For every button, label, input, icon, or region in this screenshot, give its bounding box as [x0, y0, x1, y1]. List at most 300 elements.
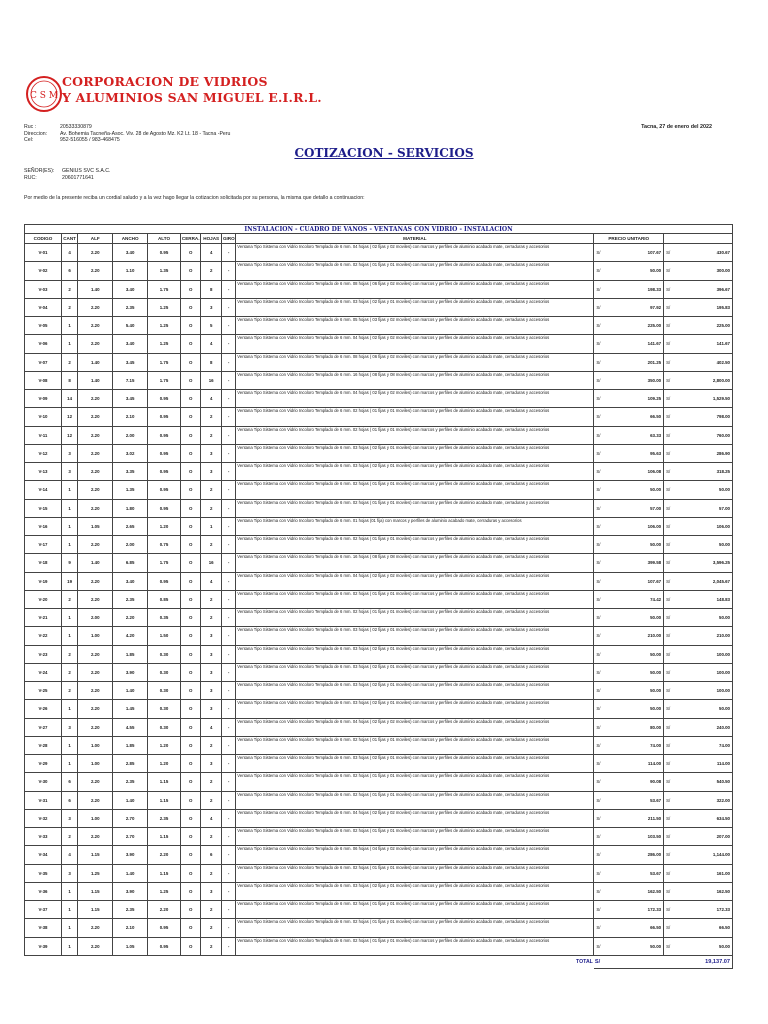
cell-giro: -: [221, 499, 235, 517]
cell-material: Ventana Tipo Sistema con Vidrio Incoloro Templado de 6 mm. 02 hojas ( 01 fijas y 01 moviles) con marcos y perfiles de aluminio acabado mate, cerraduras y accesorios: [236, 828, 594, 846]
table-row: [25, 298, 733, 316]
cell-total: 2,045.67: [675, 572, 733, 590]
cell-cerra: O: [180, 408, 201, 426]
cell-alto: 0.95: [148, 919, 181, 937]
cell-ancho: 2.00: [113, 426, 148, 444]
cell-cerra: O: [180, 371, 201, 389]
cell-hojas: 2: [201, 481, 222, 499]
cell-alf: 1.00: [78, 627, 113, 645]
cell-cerra: O: [180, 426, 201, 444]
cell-unit-price: 50.00: [605, 481, 663, 499]
cell-unit-price: 66.50: [605, 408, 663, 426]
cell-codigo: V-30: [25, 773, 62, 791]
cell-alf: 2.20: [78, 663, 113, 681]
cell-cant: 1: [61, 736, 77, 754]
cell-material: Ventana Tipo Sistema con Vidrio Incoloro Templado de 6 mm. 02 hojas ( 01 fijas y 01 moviles) con marcos y perfiles de aluminio acabado mate, cerraduras y accesorios: [236, 609, 594, 627]
cell-giro: -: [221, 262, 235, 280]
cell-alf: 2.20: [78, 499, 113, 517]
cell-hojas: 4: [201, 572, 222, 590]
cell-material: Ventana Tipo Sistema con Vidrio Incoloro Templado de 6 mm. 02 hojas ( 01 fijas y 01 moviles) con marcos y perfiles de aluminio acabado mate, cerraduras y accesorios: [236, 499, 594, 517]
cell-codigo: V-18: [25, 554, 62, 572]
cell-material: Ventana Tipo Sistema con Vidrio Incoloro Templado de 6 mm. 04 hojas ( 02 fijas y 02 moviles) con marcos y perfiles de aluminio acabado mate, cerraduras y accesorios: [236, 335, 594, 353]
cell-total: 634.50: [675, 809, 733, 827]
cell-hojas: 4: [201, 809, 222, 827]
cell-ancho: 7.15: [113, 371, 148, 389]
cell-codigo: V-22: [25, 627, 62, 645]
cell-giro: -: [221, 298, 235, 316]
cell-cant: 3: [61, 463, 77, 481]
cell-alto: 1.15: [148, 828, 181, 846]
cell-cerra: O: [180, 755, 201, 773]
cell-total-currency: S/: [664, 554, 675, 572]
cell-ancho: 2.35: [113, 298, 148, 316]
cell-giro: -: [221, 846, 235, 864]
cell-total-currency: S/: [664, 627, 675, 645]
cell-cerra: O: [180, 937, 201, 955]
cell-cant: 1: [61, 882, 77, 900]
cell-alf: 1.25: [78, 864, 113, 882]
cell-total: 402.50: [675, 353, 733, 371]
cell-hojas: 3: [201, 627, 222, 645]
cell-total-currency: S/: [664, 736, 675, 754]
total-currency: S/: [594, 955, 664, 968]
cell-alto: 0.95: [148, 463, 181, 481]
cell-ancho: 2.35: [113, 773, 148, 791]
cell-giro: -: [221, 609, 235, 627]
cell-total: 1,144.00: [675, 846, 733, 864]
cell-ancho: 2.10: [113, 919, 148, 937]
cell-ancho: 1.05: [113, 937, 148, 955]
cell-alto: 2.35: [148, 809, 181, 827]
cell-material: Ventana Tipo Sistema con Vidrio Incoloro Templado de 6 mm. 03 hojas ( 02 fijas y 01 moviles) con marcos y perfiles de aluminio acabado mate, cerraduras y accesorios: [236, 755, 594, 773]
table-row: [25, 572, 733, 590]
cell-unit-currency: S/: [594, 244, 605, 262]
client-name: SEÑOR(ES): GENIUS SVC S.A.C.: [24, 168, 111, 174]
cell-giro: -: [221, 736, 235, 754]
company-logo: [24, 74, 64, 114]
cell-alf: 1.40: [78, 280, 113, 298]
col-ancho: ANCHO: [113, 234, 148, 244]
cell-unit-price: 50.00: [605, 536, 663, 554]
intro-text: Por medio de la presente reciba un cordial saludo y a la vez hago llegar la cotizacion solicitada por su persona, la misma que detallo a continuacion:: [24, 195, 365, 201]
cell-cerra: O: [180, 317, 201, 335]
cell-alf: 2.20: [78, 828, 113, 846]
cell-giro: -: [221, 572, 235, 590]
cell-cant: 2: [61, 353, 77, 371]
cell-unit-price: 50.00: [605, 262, 663, 280]
cell-material: Ventana Tipo Sistema con Vidrio Incoloro Templado de 6 mm. 03 hojas ( 02 fijas y 01 moviles) con marcos y perfiles de aluminio acabado mate, cerraduras y accesorios: [236, 298, 594, 316]
cell-ancho: 4.20: [113, 627, 148, 645]
cell-cant: 6: [61, 262, 77, 280]
cell-cerra: O: [180, 773, 201, 791]
cell-ancho: 3.40: [113, 244, 148, 262]
cell-total-currency: S/: [664, 773, 675, 791]
cell-material: Ventana Tipo Sistema con Vidrio Incoloro Templado de 6 mm. 03 hojas ( 02 fijas y 01 moviles) con marcos y perfiles de aluminio acabado mate, cerraduras y accesorios: [236, 463, 594, 481]
table-row: [25, 426, 733, 444]
cell-total-currency: S/: [664, 262, 675, 280]
cell-codigo: V-35: [25, 864, 62, 882]
cell-total: 66.50: [675, 919, 733, 937]
table-row: [25, 736, 733, 754]
cell-alto: 2.20: [148, 846, 181, 864]
cell-unit-currency: S/: [594, 280, 605, 298]
table-row: [25, 609, 733, 627]
cell-hojas: 5: [201, 317, 222, 335]
cell-unit-currency: S/: [594, 627, 605, 645]
cell-hojas: 2: [201, 919, 222, 937]
cell-cerra: O: [180, 609, 201, 627]
cell-unit-currency: S/: [594, 864, 605, 882]
cell-hojas: 2: [201, 426, 222, 444]
cell-unit-price: 50.00: [605, 682, 663, 700]
cell-giro: -: [221, 755, 235, 773]
cell-total-currency: S/: [664, 280, 675, 298]
cell-ancho: 1.40: [113, 864, 148, 882]
cell-cant: 2: [61, 645, 77, 663]
cell-material: Ventana Tipo Sistema con Vidrio Incoloro Templado de 6 mm. 04 hojas ( 02 fijas y 02 moviles) con marcos y perfiles de aluminio acabado mate, cerraduras y accesorios: [236, 390, 594, 408]
table-row: [25, 481, 733, 499]
cell-total: 100.00: [675, 682, 733, 700]
cell-unit-currency: S/: [594, 536, 605, 554]
cell-cerra: O: [180, 700, 201, 718]
cell-cerra: O: [180, 335, 201, 353]
cell-cerra: O: [180, 828, 201, 846]
cell-total-currency: S/: [664, 718, 675, 736]
cell-cerra: O: [180, 390, 201, 408]
cell-unit-price: 106.00: [605, 517, 663, 535]
cell-material: Ventana Tipo Sistema con Vidrio Incoloro Templado de 6 mm. 02 hojas ( 01 fijas y 01 moviles) con marcos y perfiles de aluminio acabado mate, cerraduras y accesorios: [236, 736, 594, 754]
cell-total: 162.50: [675, 882, 733, 900]
cell-material: Ventana Tipo Sistema con Vidrio Incoloro Templado de 6 mm. 04 hojas ( 02 fijas y 02 moviles) con marcos y perfiles de aluminio acabado mate, cerraduras y accesorios: [236, 244, 594, 262]
cell-total-currency: S/: [664, 755, 675, 773]
cell-total-currency: S/: [664, 499, 675, 517]
cell-cerra: O: [180, 846, 201, 864]
cell-codigo: V-08: [25, 371, 62, 389]
cell-unit-price: 114.00: [605, 755, 663, 773]
cell-hojas: 1: [201, 517, 222, 535]
table-row: [25, 536, 733, 554]
table-row: [25, 718, 733, 736]
cell-total-currency: S/: [664, 298, 675, 316]
cell-total-currency: S/: [664, 517, 675, 535]
cell-codigo: V-13: [25, 463, 62, 481]
table-row: [25, 682, 733, 700]
cell-material: Ventana Tipo Sistema con Vidrio Incoloro Templado de 6 mm. 08 hojas ( 06 fijas y 02 moviles) con marcos y perfiles de aluminio acabado mate, cerraduras y accesorios: [236, 280, 594, 298]
cell-ancho: 2.20: [113, 609, 148, 627]
cell-material: Ventana Tipo Sistema con Vidrio Incoloro Templado de 6 mm. 03 hojas ( 02 fijas y 01 moviles) con marcos y perfiles de aluminio acabado mate, cerraduras y accesorios: [236, 682, 594, 700]
cell-material: Ventana Tipo Sistema con Vidrio Incoloro Templado de 6 mm. 03 hojas ( 02 fijas y 01 moviles) con marcos y perfiles de aluminio acabado mate, cerraduras y accesorios: [236, 444, 594, 462]
cell-cant: 9: [61, 554, 77, 572]
cell-cant: 3: [61, 809, 77, 827]
cell-giro: -: [221, 371, 235, 389]
cell-hojas: 16: [201, 554, 222, 572]
cell-codigo: V-32: [25, 809, 62, 827]
cell-hojas: 2: [201, 262, 222, 280]
cell-total-currency: S/: [664, 536, 675, 554]
cell-cerra: O: [180, 919, 201, 937]
cell-ancho: 2.70: [113, 809, 148, 827]
cell-codigo: V-23: [25, 645, 62, 663]
col-alto: ALTO: [148, 234, 181, 244]
cell-alf: 1.40: [78, 554, 113, 572]
cell-giro: -: [221, 700, 235, 718]
cell-total: 540.50: [675, 773, 733, 791]
cell-unit-price: 286.00: [605, 846, 663, 864]
company-name-line2: Y ALUMINIOS SAN MIGUEL E.I.R.L.: [62, 90, 322, 105]
cell-alto: 1.75: [148, 353, 181, 371]
cell-unit-currency: S/: [594, 353, 605, 371]
cell-unit-price: 106.08: [605, 463, 663, 481]
table-row: [25, 901, 733, 919]
cell-unit-price: 107.67: [605, 572, 663, 590]
cell-alto: 1.20: [148, 736, 181, 754]
cell-cerra: O: [180, 499, 201, 517]
cell-codigo: V-21: [25, 609, 62, 627]
cell-unit-price: 74.00: [605, 736, 663, 754]
cell-unit-price: 399.58: [605, 554, 663, 572]
cell-total: 100.00: [675, 663, 733, 681]
cell-giro: -: [221, 937, 235, 955]
cell-cerra: O: [180, 901, 201, 919]
cell-giro: -: [221, 882, 235, 900]
cell-hojas: 3: [201, 663, 222, 681]
cell-giro: -: [221, 901, 235, 919]
cell-total: 396.67: [675, 280, 733, 298]
cell-total: 50.00: [675, 536, 733, 554]
cell-unit-price: 198.33: [605, 280, 663, 298]
cell-cant: 1: [61, 609, 77, 627]
cell-unit-price: 97.92: [605, 298, 663, 316]
cell-ancho: 1.85: [113, 736, 148, 754]
cell-alto: 1.15: [148, 791, 181, 809]
cell-cerra: O: [180, 298, 201, 316]
cell-total: 50.00: [675, 937, 733, 955]
table-row: [25, 791, 733, 809]
cell-material: Ventana Tipo Sistema con Vidrio Incoloro Templado de 6 mm. 02 hojas ( 01 fijas y 01 moviles) con marcos y perfiles de aluminio acabado mate, cerraduras y accesorios: [236, 262, 594, 280]
cell-total-currency: S/: [664, 937, 675, 955]
table-row: [25, 499, 733, 517]
cell-cant: 3: [61, 718, 77, 736]
cell-unit-price: 211.50: [605, 809, 663, 827]
cell-alf: 2.20: [78, 408, 113, 426]
cell-alf: 2.20: [78, 317, 113, 335]
cell-cant: 4: [61, 244, 77, 262]
cell-unit-currency: S/: [594, 481, 605, 499]
cell-total: 225.00: [675, 317, 733, 335]
cell-cerra: O: [180, 736, 201, 754]
cell-alto: 1.25: [148, 335, 181, 353]
cell-alto: 0.95: [148, 572, 181, 590]
cell-ancho: 3.02: [113, 444, 148, 462]
cell-alto: 1.35: [148, 262, 181, 280]
logo-letters: C S M: [30, 91, 58, 101]
cell-hojas: 2: [201, 736, 222, 754]
cell-alto: 0.95: [148, 444, 181, 462]
table-row: [25, 846, 733, 864]
cell-total: 57.00: [675, 499, 733, 517]
cell-codigo: V-05: [25, 317, 62, 335]
info-ruc: Ruc : 20533330879: [24, 124, 92, 130]
cell-cant: 1: [61, 536, 77, 554]
cell-cant: 19: [61, 572, 77, 590]
col-cerra: CERRA.: [180, 234, 201, 244]
cell-hojas: 2: [201, 536, 222, 554]
cell-unit-currency: S/: [594, 426, 605, 444]
cell-total-currency: S/: [664, 244, 675, 262]
cell-unit-price: 141.67: [605, 335, 663, 353]
cell-unit-currency: S/: [594, 919, 605, 937]
cell-total-currency: S/: [664, 901, 675, 919]
cell-codigo: V-19: [25, 572, 62, 590]
cell-hojas: 16: [201, 371, 222, 389]
cell-total: 74.00: [675, 736, 733, 754]
cell-alf: 2.20: [78, 645, 113, 663]
cell-alto: 1.75: [148, 371, 181, 389]
cell-codigo: V-11: [25, 426, 62, 444]
cell-alto: 0.95: [148, 244, 181, 262]
cell-ancho: 1.40: [113, 682, 148, 700]
cell-hojas: 2: [201, 773, 222, 791]
cell-giro: -: [221, 444, 235, 462]
cell-codigo: V-31: [25, 791, 62, 809]
cell-material: Ventana Tipo Sistema con Vidrio Incoloro Templado de 6 mm. 02 hojas ( 01 fijas y 01 moviles) con marcos y perfiles de aluminio acabado mate, cerraduras y accesorios: [236, 536, 594, 554]
cell-alto: 0.30: [148, 718, 181, 736]
cell-total-currency: S/: [664, 463, 675, 481]
cell-unit-price: 50.00: [605, 937, 663, 955]
table-row: [25, 244, 733, 262]
cell-codigo: V-07: [25, 353, 62, 371]
total-label: TOTAL: [576, 959, 593, 965]
cell-total: 760.00: [675, 426, 733, 444]
cell-alto: 2.20: [148, 901, 181, 919]
cell-ancho: 2.65: [113, 517, 148, 535]
info-phone: Cel: 952-516055 / 983-468475: [24, 137, 120, 144]
cell-alf: 1.15: [78, 882, 113, 900]
cell-unit-currency: S/: [594, 444, 605, 462]
cell-cant: 12: [61, 408, 77, 426]
cell-cerra: O: [180, 536, 201, 554]
cell-codigo: V-27: [25, 718, 62, 736]
cell-alf: 1.00: [78, 755, 113, 773]
cell-material: Ventana Tipo Sistema con Vidrio Incoloro Templado de 6 mm. 03 hojas ( 02 fijas y 01 moviles) con marcos y perfiles de aluminio acabado mate, cerraduras y accesorios: [236, 882, 594, 900]
cell-hojas: 4: [201, 390, 222, 408]
cell-codigo: V-33: [25, 828, 62, 846]
cell-cant: 1: [61, 517, 77, 535]
cell-total: 106.00: [675, 517, 733, 535]
cell-codigo: V-26: [25, 700, 62, 718]
cell-unit-price: 53.67: [605, 791, 663, 809]
cell-ancho: 1.85: [113, 645, 148, 663]
cell-unit-price: 225.00: [605, 317, 663, 335]
cell-ancho: 3.90: [113, 882, 148, 900]
cell-total-currency: S/: [664, 408, 675, 426]
table-row: [25, 371, 733, 389]
cell-unit-currency: S/: [594, 882, 605, 900]
client-ruc: RUC: 20601771641: [24, 175, 94, 181]
cell-hojas: 3: [201, 755, 222, 773]
cell-material: Ventana Tipo Sistema con Vidrio Incoloro Templado de 6 mm. 02 hojas ( 01 fijas y 01 moviles) con marcos y perfiles de aluminio acabado mate, cerraduras y accesorios: [236, 590, 594, 608]
cell-ancho: 2.85: [113, 755, 148, 773]
cell-alf: 1.00: [78, 809, 113, 827]
cell-total: 172.33: [675, 901, 733, 919]
col-hojas: HOJAS: [201, 234, 222, 244]
cell-codigo: V-12: [25, 444, 62, 462]
cell-ancho: 3.45: [113, 353, 148, 371]
cell-total: 2,800.00: [675, 371, 733, 389]
cell-alto: 0.30: [148, 682, 181, 700]
cell-cant: 4: [61, 846, 77, 864]
cell-ancho: 1.40: [113, 791, 148, 809]
cell-material: Ventana Tipo Sistema con Vidrio Incoloro Templado de 6 mm. 03 hojas ( 02 fijas y 01 moviles) con marcos y perfiles de aluminio acabado mate, cerraduras y accesorios: [236, 645, 594, 663]
cell-total: 798.00: [675, 408, 733, 426]
cell-cant: 1: [61, 700, 77, 718]
cell-codigo: V-17: [25, 536, 62, 554]
cell-unit-currency: S/: [594, 828, 605, 846]
cell-alto: 1.25: [148, 298, 181, 316]
cell-hojas: 2: [201, 791, 222, 809]
cell-giro: -: [221, 463, 235, 481]
cell-unit-currency: S/: [594, 463, 605, 481]
cell-codigo: V-29: [25, 755, 62, 773]
cell-codigo: V-20: [25, 590, 62, 608]
cell-unit-price: 53.67: [605, 864, 663, 882]
cell-total-currency: S/: [664, 864, 675, 882]
cell-alf: 2.20: [78, 426, 113, 444]
cell-material: Ventana Tipo Sistema con Vidrio Incoloro Templado de 6 mm. 06 hojas ( 04 fijas y 02 moviles) con marcos y perfiles de aluminio acabado mate, cerraduras y accesorios: [236, 846, 594, 864]
cell-codigo: V-38: [25, 919, 62, 937]
client-info: [24, 168, 110, 182]
cell-giro: -: [221, 554, 235, 572]
cell-ancho: 3.90: [113, 663, 148, 681]
cell-unit-currency: S/: [594, 371, 605, 389]
cell-alto: 0.85: [148, 590, 181, 608]
cell-total-currency: S/: [664, 828, 675, 846]
cell-unit-currency: S/: [594, 572, 605, 590]
cell-hojas: 2: [201, 937, 222, 955]
cell-giro: -: [221, 517, 235, 535]
table-row: [25, 335, 733, 353]
cell-unit-price: 57.00: [605, 499, 663, 517]
cell-alf: 1.15: [78, 846, 113, 864]
cell-cant: 1: [61, 317, 77, 335]
cell-unit-currency: S/: [594, 846, 605, 864]
cell-material: Ventana Tipo Sistema con Vidrio Incoloro Templado de 6 mm. 02 hojas ( 01 fijas y 01 moviles) con marcos y perfiles de aluminio acabado mate, cerraduras y accesorios: [236, 919, 594, 937]
cell-cant: 14: [61, 390, 77, 408]
cell-hojas: 8: [201, 280, 222, 298]
cell-total: 286.90: [675, 444, 733, 462]
table-row: [25, 809, 733, 827]
cell-total-currency: S/: [664, 317, 675, 335]
table-row: [25, 463, 733, 481]
cell-total-currency: S/: [664, 609, 675, 627]
cell-giro: -: [221, 590, 235, 608]
cell-unit-price: 95.63: [605, 444, 663, 462]
cell-material: Ventana Tipo Sistema con Vidrio Incoloro Templado de 6 mm. 05 hojas ( 03 fijas y 02 moviles) con marcos y perfiles de aluminio acabado mate, cerraduras y accesorios: [236, 317, 594, 335]
cell-unit-currency: S/: [594, 791, 605, 809]
cell-alf: 1.40: [78, 353, 113, 371]
cell-total-currency: S/: [664, 791, 675, 809]
cell-hojas: 2: [201, 864, 222, 882]
cell-unit-currency: S/: [594, 317, 605, 335]
cell-unit-price: 201.25: [605, 353, 663, 371]
cell-alto: 1.50: [148, 627, 181, 645]
cell-unit-currency: S/: [594, 298, 605, 316]
cell-unit-price: 66.50: [605, 919, 663, 937]
cell-total: 300.00: [675, 262, 733, 280]
col-total: [664, 234, 733, 244]
cell-codigo: V-04: [25, 298, 62, 316]
table-row: [25, 645, 733, 663]
